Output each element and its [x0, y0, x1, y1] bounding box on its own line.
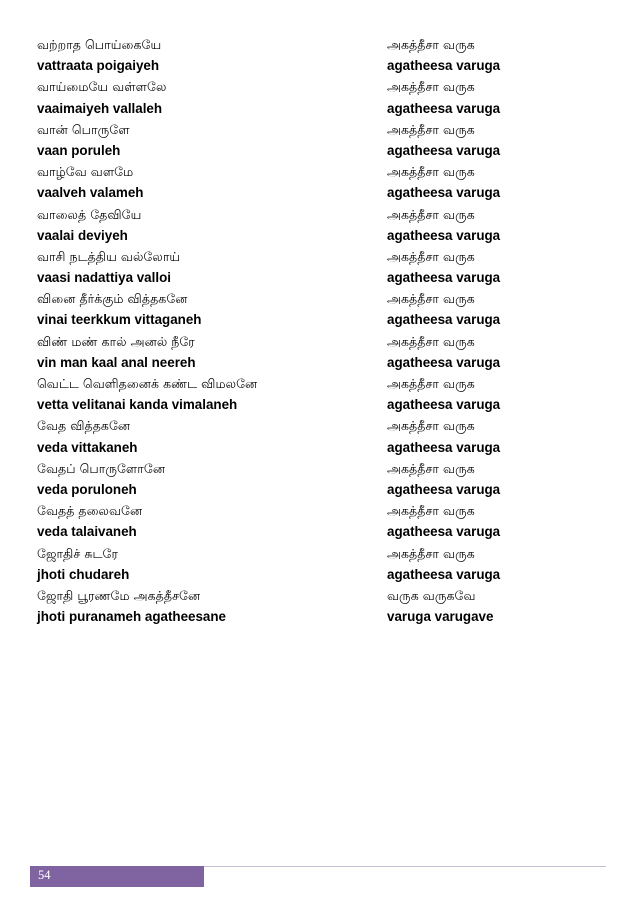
verse-block	[37, 204, 597, 246]
tamil-refrain: அகத்தீசா வருக	[387, 37, 475, 52]
tamil-line	[37, 500, 597, 521]
transliterated-phrase: vin man kaal anal neereh	[37, 354, 196, 370]
tamil-line	[37, 458, 597, 479]
tamil-phrase: வற்றாத பொய்கையே	[37, 37, 162, 52]
tamil-line	[37, 331, 597, 352]
transliterated-refrain: agatheesa varuga	[387, 58, 501, 74]
tamil-phrase: வெட்ட வெளிதனைக் கண்ட விமலனே	[37, 376, 258, 391]
transliteration-line	[37, 225, 597, 246]
tamil-refrain: வருக வருகவே	[387, 587, 476, 603]
transliterated-refrain: agatheesa varuga	[387, 397, 501, 413]
tamil-phrase: வினை தீர்க்கும் வித்தகனே	[37, 291, 188, 307]
tamil-phrase: வேத வித்தகனே	[37, 418, 131, 434]
transliteration-line	[37, 564, 597, 585]
transliteration-line	[37, 606, 597, 627]
tamil-refrain: அகத்தீசா வருக	[387, 376, 475, 391]
transliteration-line	[37, 521, 597, 542]
transliterated-phrase: veda poruloneh	[37, 481, 137, 497]
tamil-line	[37, 246, 597, 267]
tamil-phrase: ஜோதி பூரணமே அகத்தீசனே	[37, 587, 201, 603]
transliterated-refrain: agatheesa varuga	[387, 439, 501, 455]
verse-block	[37, 161, 597, 203]
verse-block	[37, 500, 597, 542]
tamil-refrain: அகத்தீசா வருக	[387, 79, 475, 95]
transliteration-line	[37, 437, 597, 458]
transliterated-refrain: varuga varugave	[387, 609, 494, 625]
transliterated-refrain: agatheesa varuga	[387, 270, 501, 286]
transliterated-refrain: agatheesa varuga	[387, 227, 501, 243]
transliteration-line	[37, 182, 597, 203]
tamil-line	[37, 585, 597, 606]
tamil-line	[37, 373, 597, 394]
tamil-phrase: வாசி நடத்திய வல்லோய்	[37, 248, 181, 264]
transliterated-phrase: veda vittakaneh	[37, 439, 138, 455]
tamil-refrain: அகத்தீசா வருக	[387, 460, 475, 476]
transliterated-phrase: veda talaivaneh	[37, 524, 137, 540]
footer-divider	[204, 866, 606, 867]
tamil-line	[37, 34, 597, 55]
tamil-refrain: அகத்தீசா வருக	[387, 503, 475, 519]
verse-block	[37, 288, 597, 330]
verse-list	[37, 34, 597, 627]
transliterated-phrase: vaan poruleh	[37, 142, 121, 158]
verse-block	[37, 585, 597, 627]
verse-block	[37, 119, 597, 161]
tamil-refrain: அகத்தீசா வருக	[387, 333, 475, 349]
verse-block	[37, 543, 597, 585]
verse-block	[37, 246, 597, 288]
tamil-line	[37, 119, 597, 140]
tamil-phrase: வான் பொருளே	[37, 121, 130, 137]
transliteration-line	[37, 140, 597, 161]
transliteration-line	[37, 309, 597, 330]
transliterated-refrain: agatheesa varuga	[387, 524, 501, 540]
tamil-phrase: வேதத் தலைவனே	[37, 503, 143, 519]
transliteration-line	[37, 352, 597, 373]
tamil-phrase: வாழ்வே வளமே	[37, 164, 134, 180]
tamil-line	[37, 288, 597, 309]
transliterated-refrain: agatheesa varuga	[387, 566, 501, 582]
transliterated-refrain: agatheesa varuga	[387, 312, 501, 328]
transliteration-line	[37, 98, 597, 119]
verse-block	[37, 76, 597, 118]
tamil-line	[37, 204, 597, 225]
tamil-refrain: அகத்தீசா வருக	[387, 248, 475, 264]
transliterated-phrase: vinai teerkkum vittaganeh	[37, 312, 202, 328]
transliterated-phrase: vaaimaiyeh vallaleh	[37, 100, 163, 116]
transliteration-line	[37, 55, 597, 76]
verse-block	[37, 458, 597, 500]
verse-block	[37, 373, 597, 415]
tamil-line	[37, 415, 597, 436]
tamil-line	[37, 543, 597, 564]
tamil-refrain: அகத்தீசா வருக	[387, 291, 475, 307]
tamil-phrase: வாய்மையே வள்ளலே	[37, 79, 167, 95]
transliterated-phrase: jhoti chudareh	[37, 566, 130, 582]
transliterated-phrase: vattraata poigaiyeh	[37, 58, 160, 74]
tamil-phrase: விண் மண் கால் அனல் நீரே	[37, 333, 195, 349]
transliterated-phrase: jhoti puranameh agatheesane	[37, 609, 227, 625]
verse-block	[37, 331, 597, 373]
transliteration-line	[37, 479, 597, 500]
transliterated-refrain: agatheesa varuga	[387, 185, 501, 201]
tamil-line	[37, 161, 597, 182]
transliteration-line	[37, 394, 597, 415]
page-number: 54	[38, 868, 51, 882]
transliterated-refrain: agatheesa varuga	[387, 142, 501, 158]
tamil-refrain: அகத்தீசா வருக	[387, 121, 475, 137]
tamil-phrase: வேதப் பொருளோனே	[37, 460, 166, 476]
transliteration-line	[37, 267, 597, 288]
tamil-refrain: அகத்தீசா வருக	[387, 164, 475, 180]
transliterated-refrain: agatheesa varuga	[387, 354, 501, 370]
transliterated-phrase: vaasi nadattiya valloi	[37, 270, 171, 286]
transliterated-refrain: agatheesa varuga	[387, 481, 501, 497]
transliterated-phrase: vaalveh valameh	[37, 185, 144, 201]
tamil-refrain: அகத்தீசா வருக	[387, 545, 475, 561]
tamil-refrain: அகத்தீசா வருக	[387, 206, 475, 222]
transliterated-phrase: vaalai deviyeh	[37, 227, 128, 243]
tamil-refrain: அகத்தீசா வருக	[387, 418, 475, 434]
tamil-phrase: வாலைத் தேவியே	[37, 206, 142, 222]
tamil-phrase: ஜோதிச் சுடரே	[37, 545, 119, 561]
footer-bar	[30, 866, 204, 887]
verse-block	[37, 34, 597, 76]
transliterated-phrase: vetta velitanai kanda vimalaneh	[37, 397, 238, 413]
transliterated-refrain: agatheesa varuga	[387, 100, 501, 116]
verse-block	[37, 415, 597, 457]
tamil-line	[37, 76, 597, 97]
